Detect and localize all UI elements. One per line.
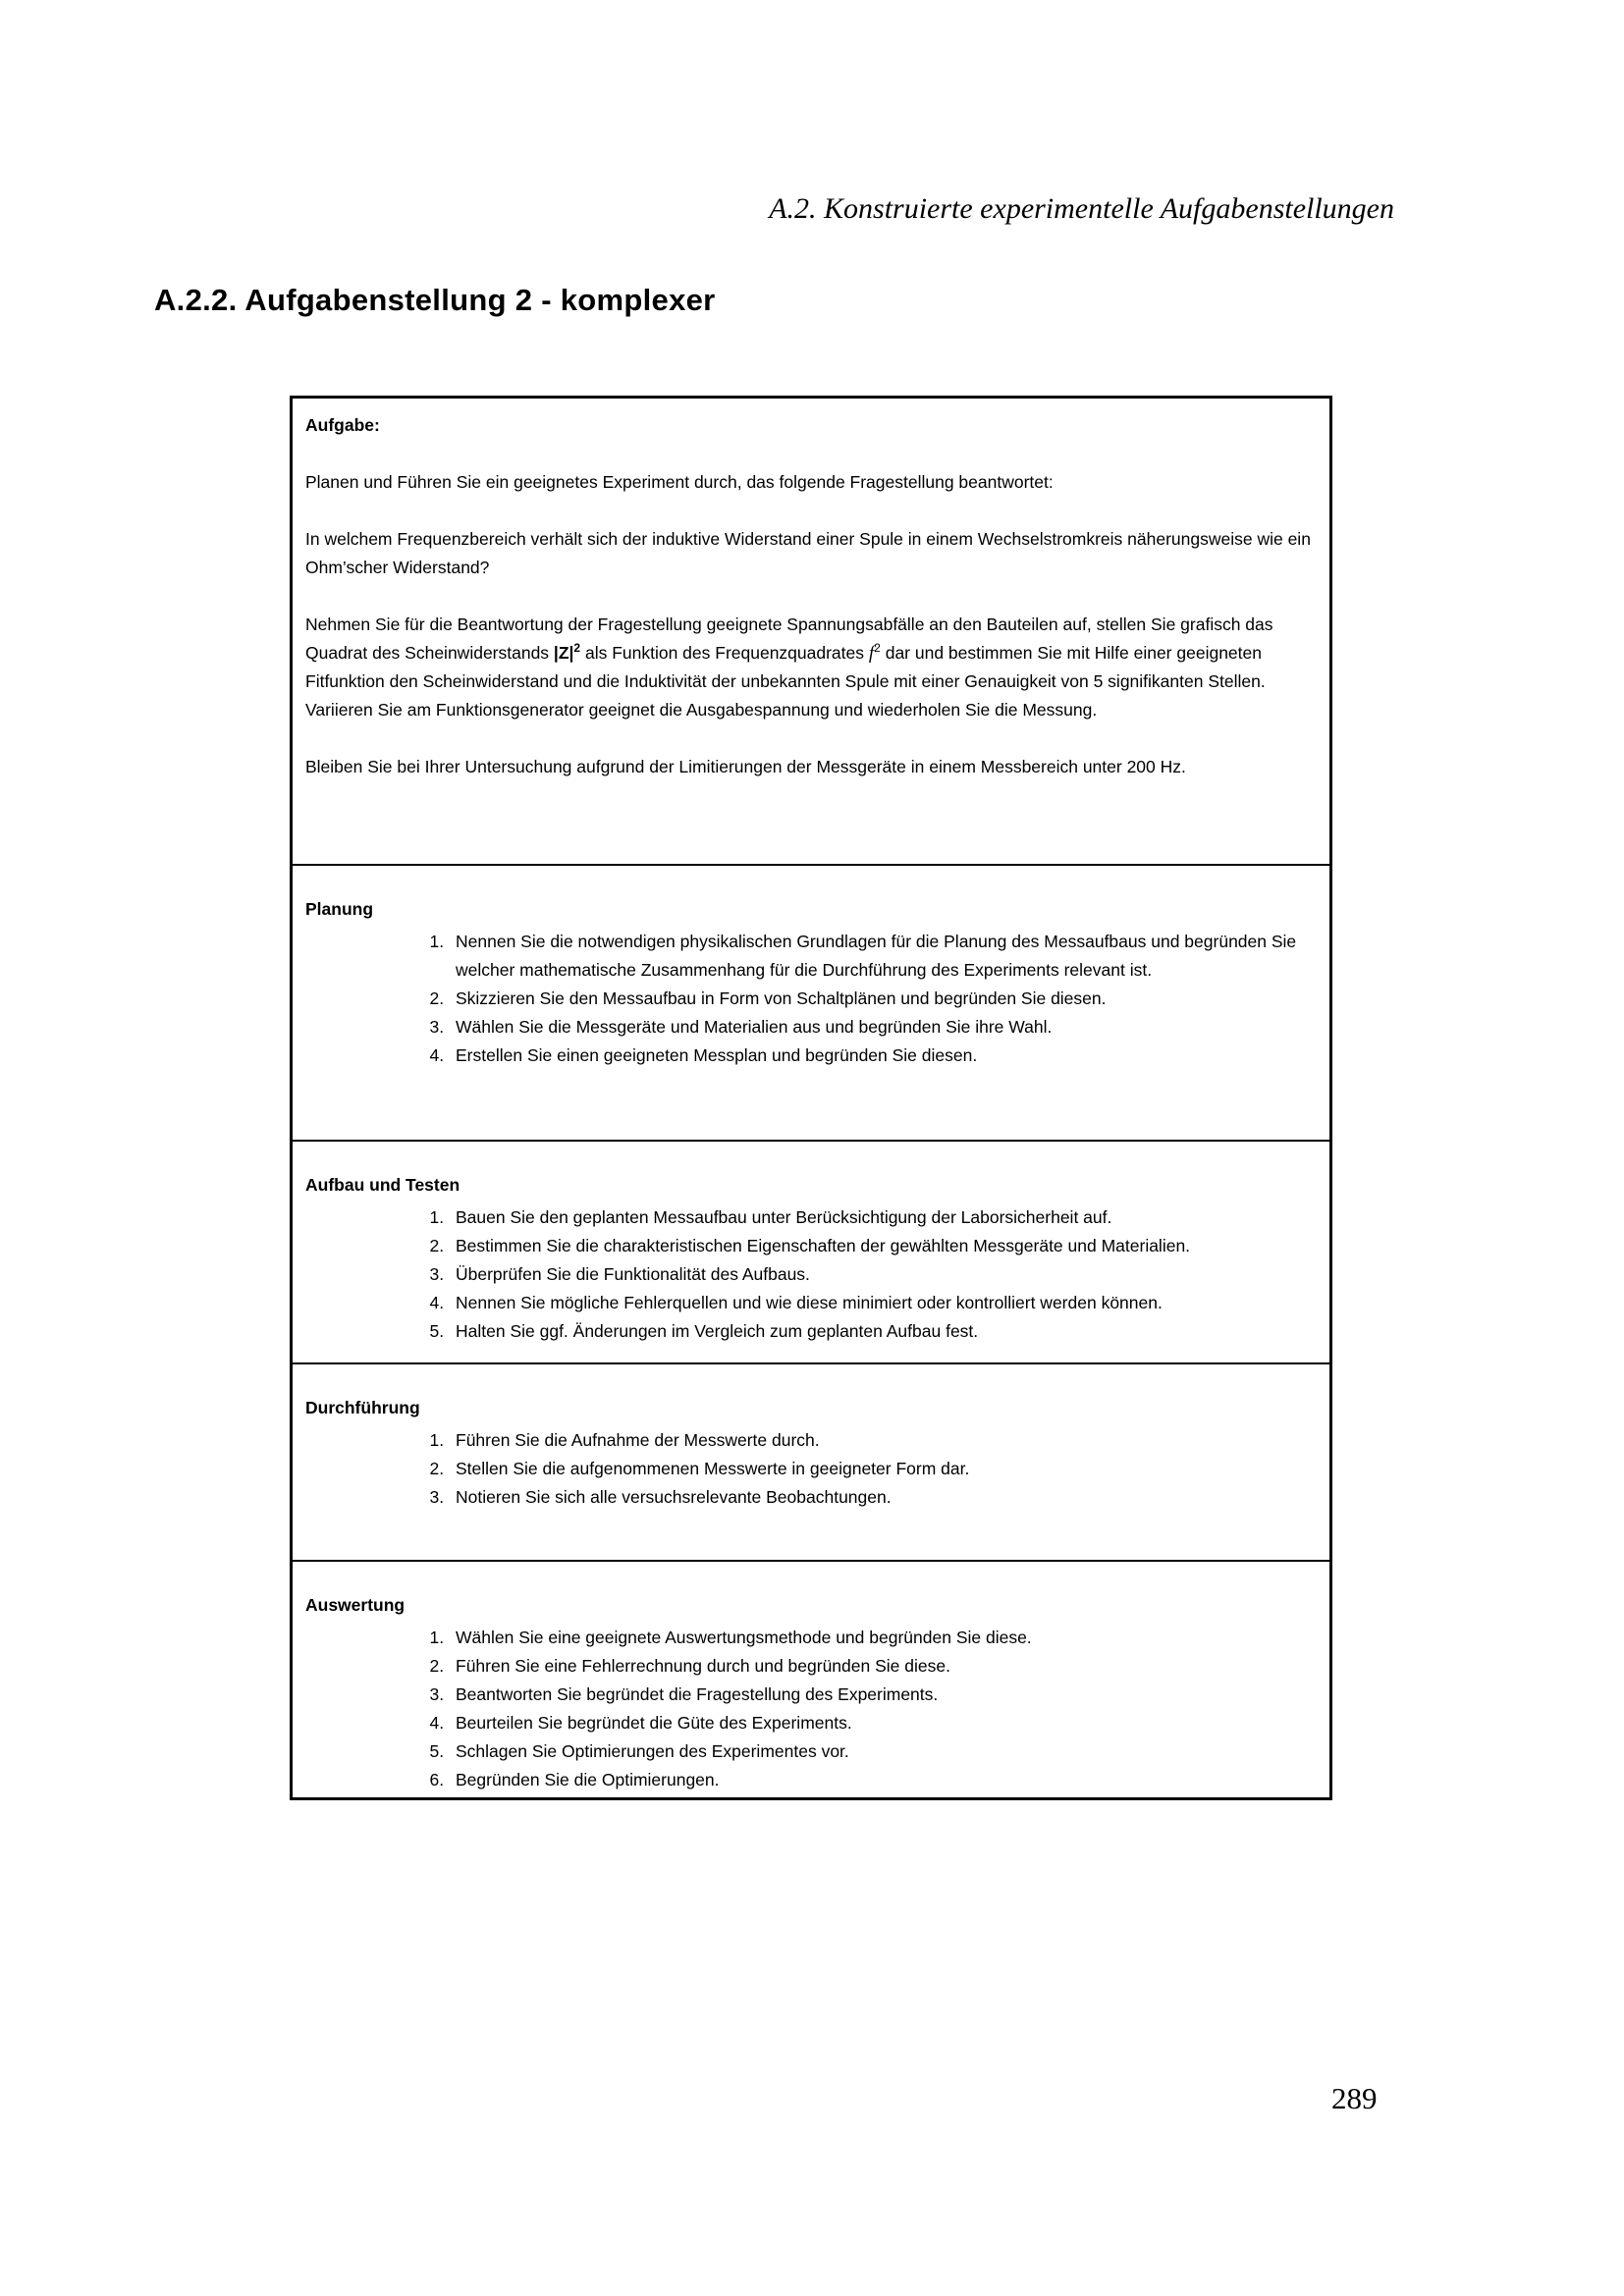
- list-item: 5. Halten Sie ggf. Änderungen im Vergleich zum geplanten Aufbau fest.: [449, 1317, 1312, 1346]
- aufgabe-paragraph-2: In welchem Frequenzbereich verhält sich der induktive Widerstand einer Spule in einem Wechselstromkreis näherungsweise wie ein Ohm’scher Widerstand?: [305, 529, 1311, 577]
- list-item: 2. Stellen Sie die aufgenommenen Messwerte in geeigneter Form dar.: [449, 1455, 1312, 1483]
- running-header: A.2. Konstruierte experimentelle Aufgabenstellungen: [769, 192, 1394, 225]
- section-planung: [293, 864, 1329, 1140]
- list-item: 3. Überprüfen Sie die Funktionalität des Aufbaus.: [449, 1260, 1312, 1289]
- impedance-formula: [554, 643, 580, 663]
- list-item: 4. Nennen Sie mögliche Fehlerquellen und wie diese minimiert oder kontrolliert werden können.: [449, 1289, 1312, 1317]
- impedance-symbol: |Z|: [553, 643, 574, 663]
- paragraph-text-c: dar und bestimmen Sie mit Hilfe einer geeigneten Fitfunktion den Scheinwiderstand und die Induktivität der unbekannten Spule mit einer Genauigkeit von 5 signifikanten Stellen. Variieren Sie am Funktionsgenerator geeignet die Ausgabespannung und wiederholen Sie die Messung.: [305, 643, 1266, 720]
- section-title-durchfuehrung: Durchführung: [305, 1398, 420, 1417]
- auswertung-list: [305, 1624, 1312, 1794]
- section-title-aufbau-und-testen: Aufbau und Testen: [305, 1175, 460, 1195]
- list-item: 2. Bestimmen Sie die charakteristischen Eigenschaften der gewählten Messgeräte und Materialien.: [449, 1232, 1312, 1260]
- aufgabe-paragraph-1: Planen und Führen Sie ein geeignetes Experiment durch, das folgende Fragestellung beantwortet:: [305, 472, 1054, 492]
- section-title-auswertung: Auswertung: [305, 1595, 406, 1615]
- list-item: 3. Notieren Sie sich alle versuchsrelevante Beobachtungen.: [449, 1483, 1312, 1512]
- impedance-exponent: 2: [573, 641, 581, 656]
- page-number: 289: [1331, 2081, 1378, 2115]
- list-item: 1. Nennen Sie die notwendigen physikalischen Grundlagen für die Planung des Messaufbaus und begründen Sie welcher mathematische Zusammenhang für die Durchführung des Experiments relevant ist.: [449, 928, 1312, 985]
- frequency-formula: [869, 643, 881, 663]
- section-title-planung: Planung: [305, 899, 374, 919]
- aufbau-list: [305, 1203, 1312, 1346]
- list-item: 1. Führen Sie die Aufnahme der Messwerte durch.: [449, 1426, 1312, 1455]
- frequency-symbol: f: [868, 643, 875, 664]
- aufgabe-paragraph-3: [305, 611, 1312, 724]
- list-item: 5. Schlagen Sie Optimierungen des Experimentes vor.: [449, 1737, 1312, 1766]
- list-item: 2. Führen Sie eine Fehlerrechnung durch und begründen Sie diese.: [449, 1652, 1312, 1681]
- list-item: 3. Wählen Sie die Messgeräte und Materialien aus und begründen Sie ihre Wahl.: [449, 1013, 1312, 1041]
- list-item: 1. Wählen Sie eine geeignete Auswertungsmethode und begründen Sie diese.: [449, 1624, 1312, 1652]
- list-item: 4. Erstellen Sie einen geeigneten Messplan und begründen Sie diesen.: [449, 1041, 1312, 1070]
- page-heading: A.2.2. Aufgabenstellung 2 - komplexer: [154, 283, 716, 317]
- frequency-exponent: 2: [874, 641, 881, 656]
- durchfuehrung-list: [305, 1426, 1312, 1512]
- task-box: [290, 396, 1332, 1800]
- aufgabe-paragraph-4: Bleiben Sie bei Ihrer Untersuchung aufgrund der Limitierungen der Messgeräte in einem Messbereich unter 200 Hz.: [305, 757, 1186, 776]
- planung-list: [305, 928, 1312, 1070]
- section-title-aufgabe: Aufgabe:: [305, 415, 380, 435]
- list-item: 2. Skizzieren Sie den Messaufbau in Form von Schaltplänen und begründen Sie diesen.: [449, 985, 1312, 1013]
- section-aufgabe: [293, 399, 1329, 864]
- list-item: 1. Bauen Sie den geplanten Messaufbau unter Berücksichtigung der Laborsicherheit auf.: [449, 1203, 1312, 1232]
- list-item: 4. Beurteilen Sie begründet die Güte des Experiments.: [449, 1709, 1312, 1737]
- section-auswertung: [293, 1560, 1329, 1797]
- paragraph-text-a: Nehmen Sie für die Beantwortung der Fragestellung geeignete Spannungsabfälle an den Bauteilen auf, stellen Sie grafisch das Quadrat des Scheinwiderstands: [305, 614, 1273, 663]
- paragraph-text-b: als Funktion des Frequenzquadrates: [580, 643, 869, 663]
- section-durchfuehrung: [293, 1362, 1329, 1560]
- section-aufbau-und-testen: [293, 1140, 1329, 1362]
- list-item: 6. Begründen Sie die Optimierungen.: [449, 1766, 1312, 1794]
- list-item: 3. Beantworten Sie begründet die Fragestellung des Experiments.: [449, 1681, 1312, 1709]
